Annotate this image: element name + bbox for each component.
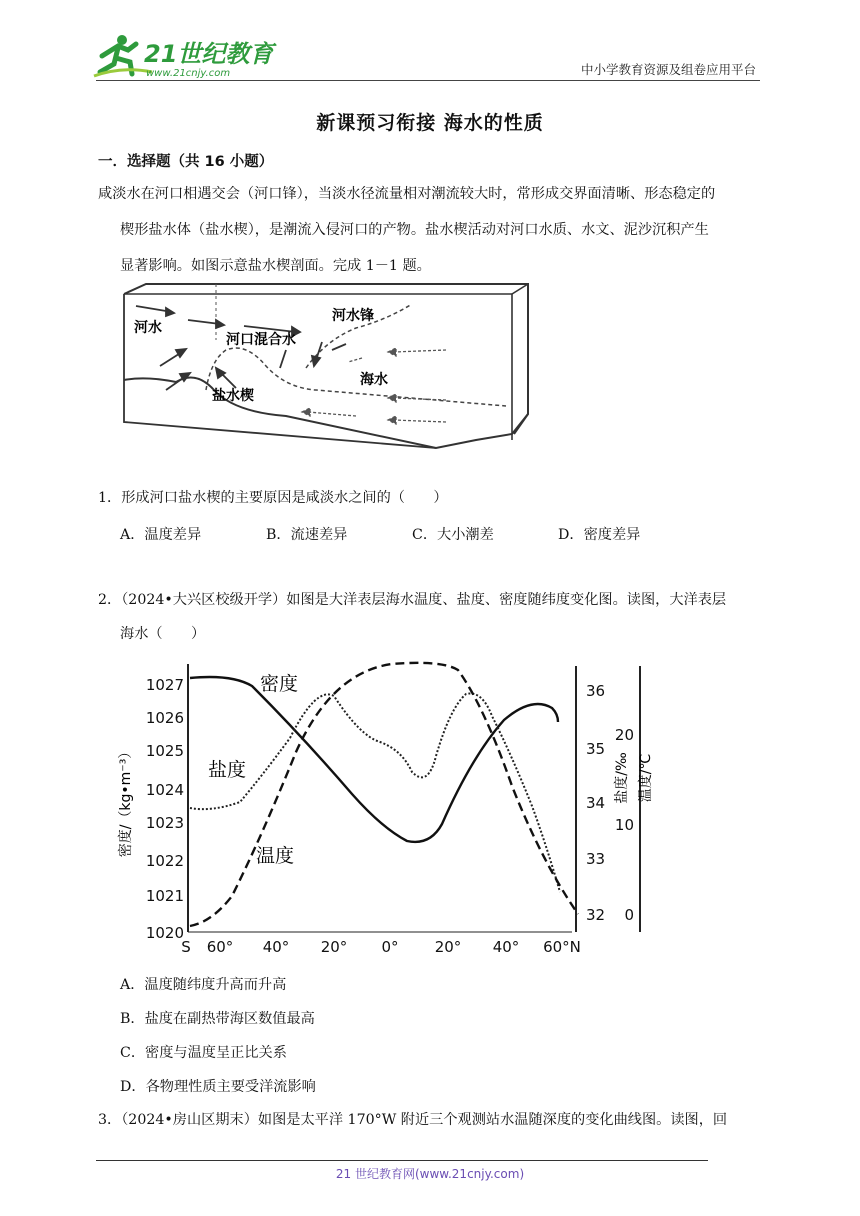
- ytick-mid: 32: [586, 906, 606, 924]
- footer-link[interactable]: 21 世纪教育网(www.21cnjy.com): [335, 1167, 525, 1181]
- ytick-mid: 34: [586, 794, 606, 812]
- ytick-left: 1021: [145, 887, 184, 905]
- q2-option-d[interactable]: D．各物理性质主要受洋流影响: [120, 1079, 316, 1095]
- xtick: S: [181, 938, 191, 956]
- question-2-line-2: 海水（ ）: [120, 626, 206, 642]
- section-heading: 一．选择题（共 16 小题）: [98, 154, 274, 170]
- xtick: 0°: [381, 938, 399, 956]
- svg-text:www.21cnjy.com: www.21cnjy.com: [146, 68, 231, 79]
- ocean-properties-chart: [112, 656, 652, 956]
- label-river-water: 河水: [134, 320, 162, 336]
- q2-option-b[interactable]: B．盐度在副热带海区数值最高: [120, 1011, 315, 1027]
- header-platform-text: 中小学教育资源及组卷应用平台: [580, 62, 756, 77]
- xtick: 20°: [320, 938, 348, 956]
- ytick-mid: 36: [586, 682, 606, 700]
- intro-line-3: 显著影响。如图示意盐水楔剖面。完成 1－1 题。: [120, 258, 431, 274]
- salinity-line: [190, 693, 560, 892]
- ytick-left: 1026: [145, 709, 184, 727]
- series-label-density: 密度: [260, 673, 299, 695]
- q1-option-d[interactable]: D．密度差异: [558, 527, 641, 543]
- salt-wedge-figure: [116, 280, 534, 470]
- ytick-left: 1023: [145, 814, 184, 832]
- svg-text:21世纪教育: 21世纪教育: [144, 40, 274, 68]
- question-1: 1．形成河口盐水楔的主要原因是咸淡水之间的（ ）: [98, 490, 448, 506]
- xtick: 60°: [206, 938, 234, 956]
- label-sea-water: 海水: [360, 372, 388, 388]
- ytick-right: 10: [614, 816, 634, 834]
- intro-line-2: 楔形盐水体（盐水楔），是潮流入侵河口的产物。盐水楔活动对河口水质、水文、泥沙沉积产生: [120, 222, 709, 238]
- ytick-right: 0: [624, 906, 634, 924]
- ylabel-density: 密度/（kg•m⁻³）: [118, 744, 134, 858]
- q1-option-c[interactable]: C．大小潮差: [412, 527, 494, 543]
- page-title: 新课预习衔接 海水的性质: [316, 112, 544, 134]
- ytick-left: 1024: [145, 781, 184, 799]
- header-divider: [96, 80, 760, 81]
- xtick: 40°: [492, 938, 520, 956]
- xtick: 60°N: [543, 938, 581, 956]
- question-3-line-1: 3．（2024•房山区期末）如图是太平洋 170°W 附近三个观测站水温随深度的变化曲线图。读图，回: [98, 1112, 728, 1128]
- intro-line-1: 咸淡水在河口相遇交会（河口锋），当淡水径流量相对潮流较大时，常形成交界面清晰、形态稳定的: [98, 186, 716, 202]
- series-label-temperature: 温度: [256, 845, 295, 867]
- intro-paragraph: [98, 176, 762, 284]
- footer-divider: [96, 1160, 708, 1161]
- question-2-line-1: 2．（2024•大兴区校级开学）如图是大洋表层海水温度、盐度、密度随纬度变化图。读图，大洋表层: [98, 592, 727, 608]
- ytick-left: 1022: [145, 852, 184, 870]
- label-mixed-water: 河口混合水: [226, 332, 296, 348]
- ylabel-temperature: 温度/℃: [638, 753, 654, 803]
- xtick: 40°: [262, 938, 290, 956]
- series-label-salinity: 盐度: [208, 759, 247, 781]
- label-river-front: 河水锋: [332, 308, 374, 324]
- ytick-mid: 33: [586, 850, 606, 868]
- ytick-right: 20: [614, 726, 634, 744]
- ytick-left: 1027: [145, 676, 184, 694]
- logo: [92, 32, 274, 80]
- ylabel-salinity: 盐度/‰: [614, 752, 630, 804]
- xtick: 20°: [434, 938, 462, 956]
- ytick-mid: 35: [586, 740, 606, 758]
- q1-option-a[interactable]: A．温度差异: [120, 527, 202, 543]
- ytick-left: 1020: [145, 924, 184, 942]
- label-salt-wedge: 盐水楔: [212, 388, 254, 404]
- runner-logo-icon: [92, 32, 274, 80]
- temperature-line: [190, 663, 578, 926]
- q2-option-c[interactable]: C．密度与温度呈正比关系: [120, 1045, 287, 1061]
- q1-option-b[interactable]: B．流速差异: [266, 527, 348, 543]
- ytick-left: 1025: [145, 742, 184, 760]
- q2-option-a[interactable]: A．温度随纬度升高而升高: [120, 977, 287, 993]
